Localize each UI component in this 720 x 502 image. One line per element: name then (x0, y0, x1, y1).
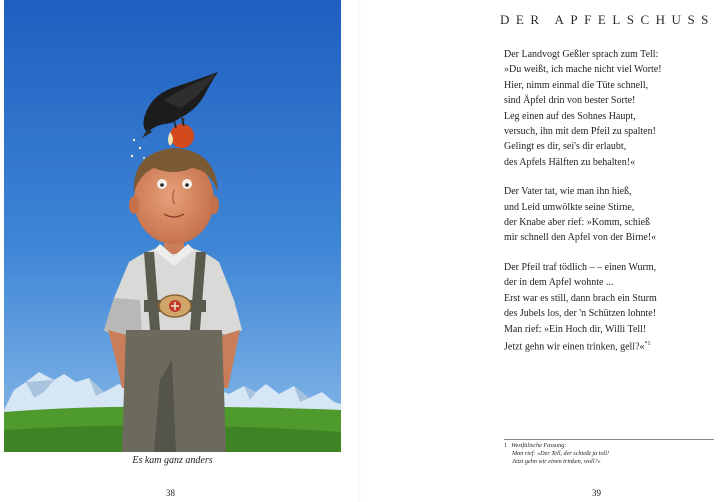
apple (170, 124, 194, 148)
poem-line: des Apfels Hälften zu behalten!« (504, 156, 636, 168)
poem-line: versuch, ihn mit dem Pfeil zu spalten! (504, 126, 656, 138)
right-page (360, 0, 720, 502)
poem-line: der Knabe aber rief: »Komm, schieß (504, 217, 651, 229)
crumb (133, 139, 135, 141)
left-pupil (160, 183, 164, 187)
poem-line: Gelingt es dir, sei's dir erlaubt, (504, 141, 627, 153)
poem (504, 47, 714, 355)
crumb (139, 147, 141, 149)
crumb (143, 157, 145, 159)
illustration-svg (4, 0, 341, 452)
stanza-1 (504, 47, 714, 170)
page-number-right: 39 (592, 488, 601, 498)
poem-line: Der Vater tat, wie man ihn hieß, (504, 186, 632, 198)
crumb (131, 155, 133, 157)
stanza-3 (504, 260, 714, 355)
footnote-text: Westfälische Fassung: (511, 442, 567, 449)
poem-line: Hier, nimm einmal die Tüte schnell, (504, 79, 649, 91)
poem-line: der in dem Apfel wohnte ... (504, 277, 614, 289)
poem-line: Erst war es still, dann brach ein Sturm (504, 292, 657, 304)
poem-line: und Leid umwölkte seine Stirne, (504, 201, 635, 213)
poem-line-text: Jetzt gehn wir einen trinken, gell?« (504, 341, 645, 353)
poem-line: sind Äpfel drin von bester Sorte! (504, 95, 636, 107)
boy-with-apple-and-crow (4, 0, 341, 452)
poem-line: mir schnell den Apfel von der Birne!« (504, 232, 657, 244)
footnote (504, 439, 714, 466)
footnote-marker[interactable]: *1 (644, 340, 651, 347)
footnote-number: 1 (504, 442, 508, 449)
poem-line: Der Pfeil traf tödlich – – einen Wurm, (504, 261, 657, 273)
chapter-title: DER APFELSCHUSS (500, 12, 715, 27)
footnote-line: Jetzt gehn wir einen trinken, woll?« (512, 458, 601, 465)
poem-last-line (504, 337, 714, 355)
right-ear (209, 196, 219, 214)
footnote-line: Man rief: »Der Tell, der schießt ja toll! (512, 450, 610, 457)
poem-line: »Du weißt, ich mache nicht viel Worte! (504, 64, 662, 76)
poem-line: Leg einen auf des Sohnes Haupt, (504, 110, 636, 122)
poem-line: Man rief: »Ein Hoch dir, Willi Tell! (504, 323, 647, 335)
stanza-2 (504, 184, 714, 246)
poem-line: Der Landvogt Geßler sprach zum Tell: (504, 49, 659, 60)
right-pupil (185, 183, 189, 187)
left-ear (129, 196, 139, 214)
page-number-left: 38 (166, 488, 175, 498)
poem-line: des Jubels los, der 'n Schützen lohnte! (504, 308, 657, 320)
footnote-line (504, 442, 714, 450)
illustration-caption: Es kam ganz anders (132, 455, 213, 466)
